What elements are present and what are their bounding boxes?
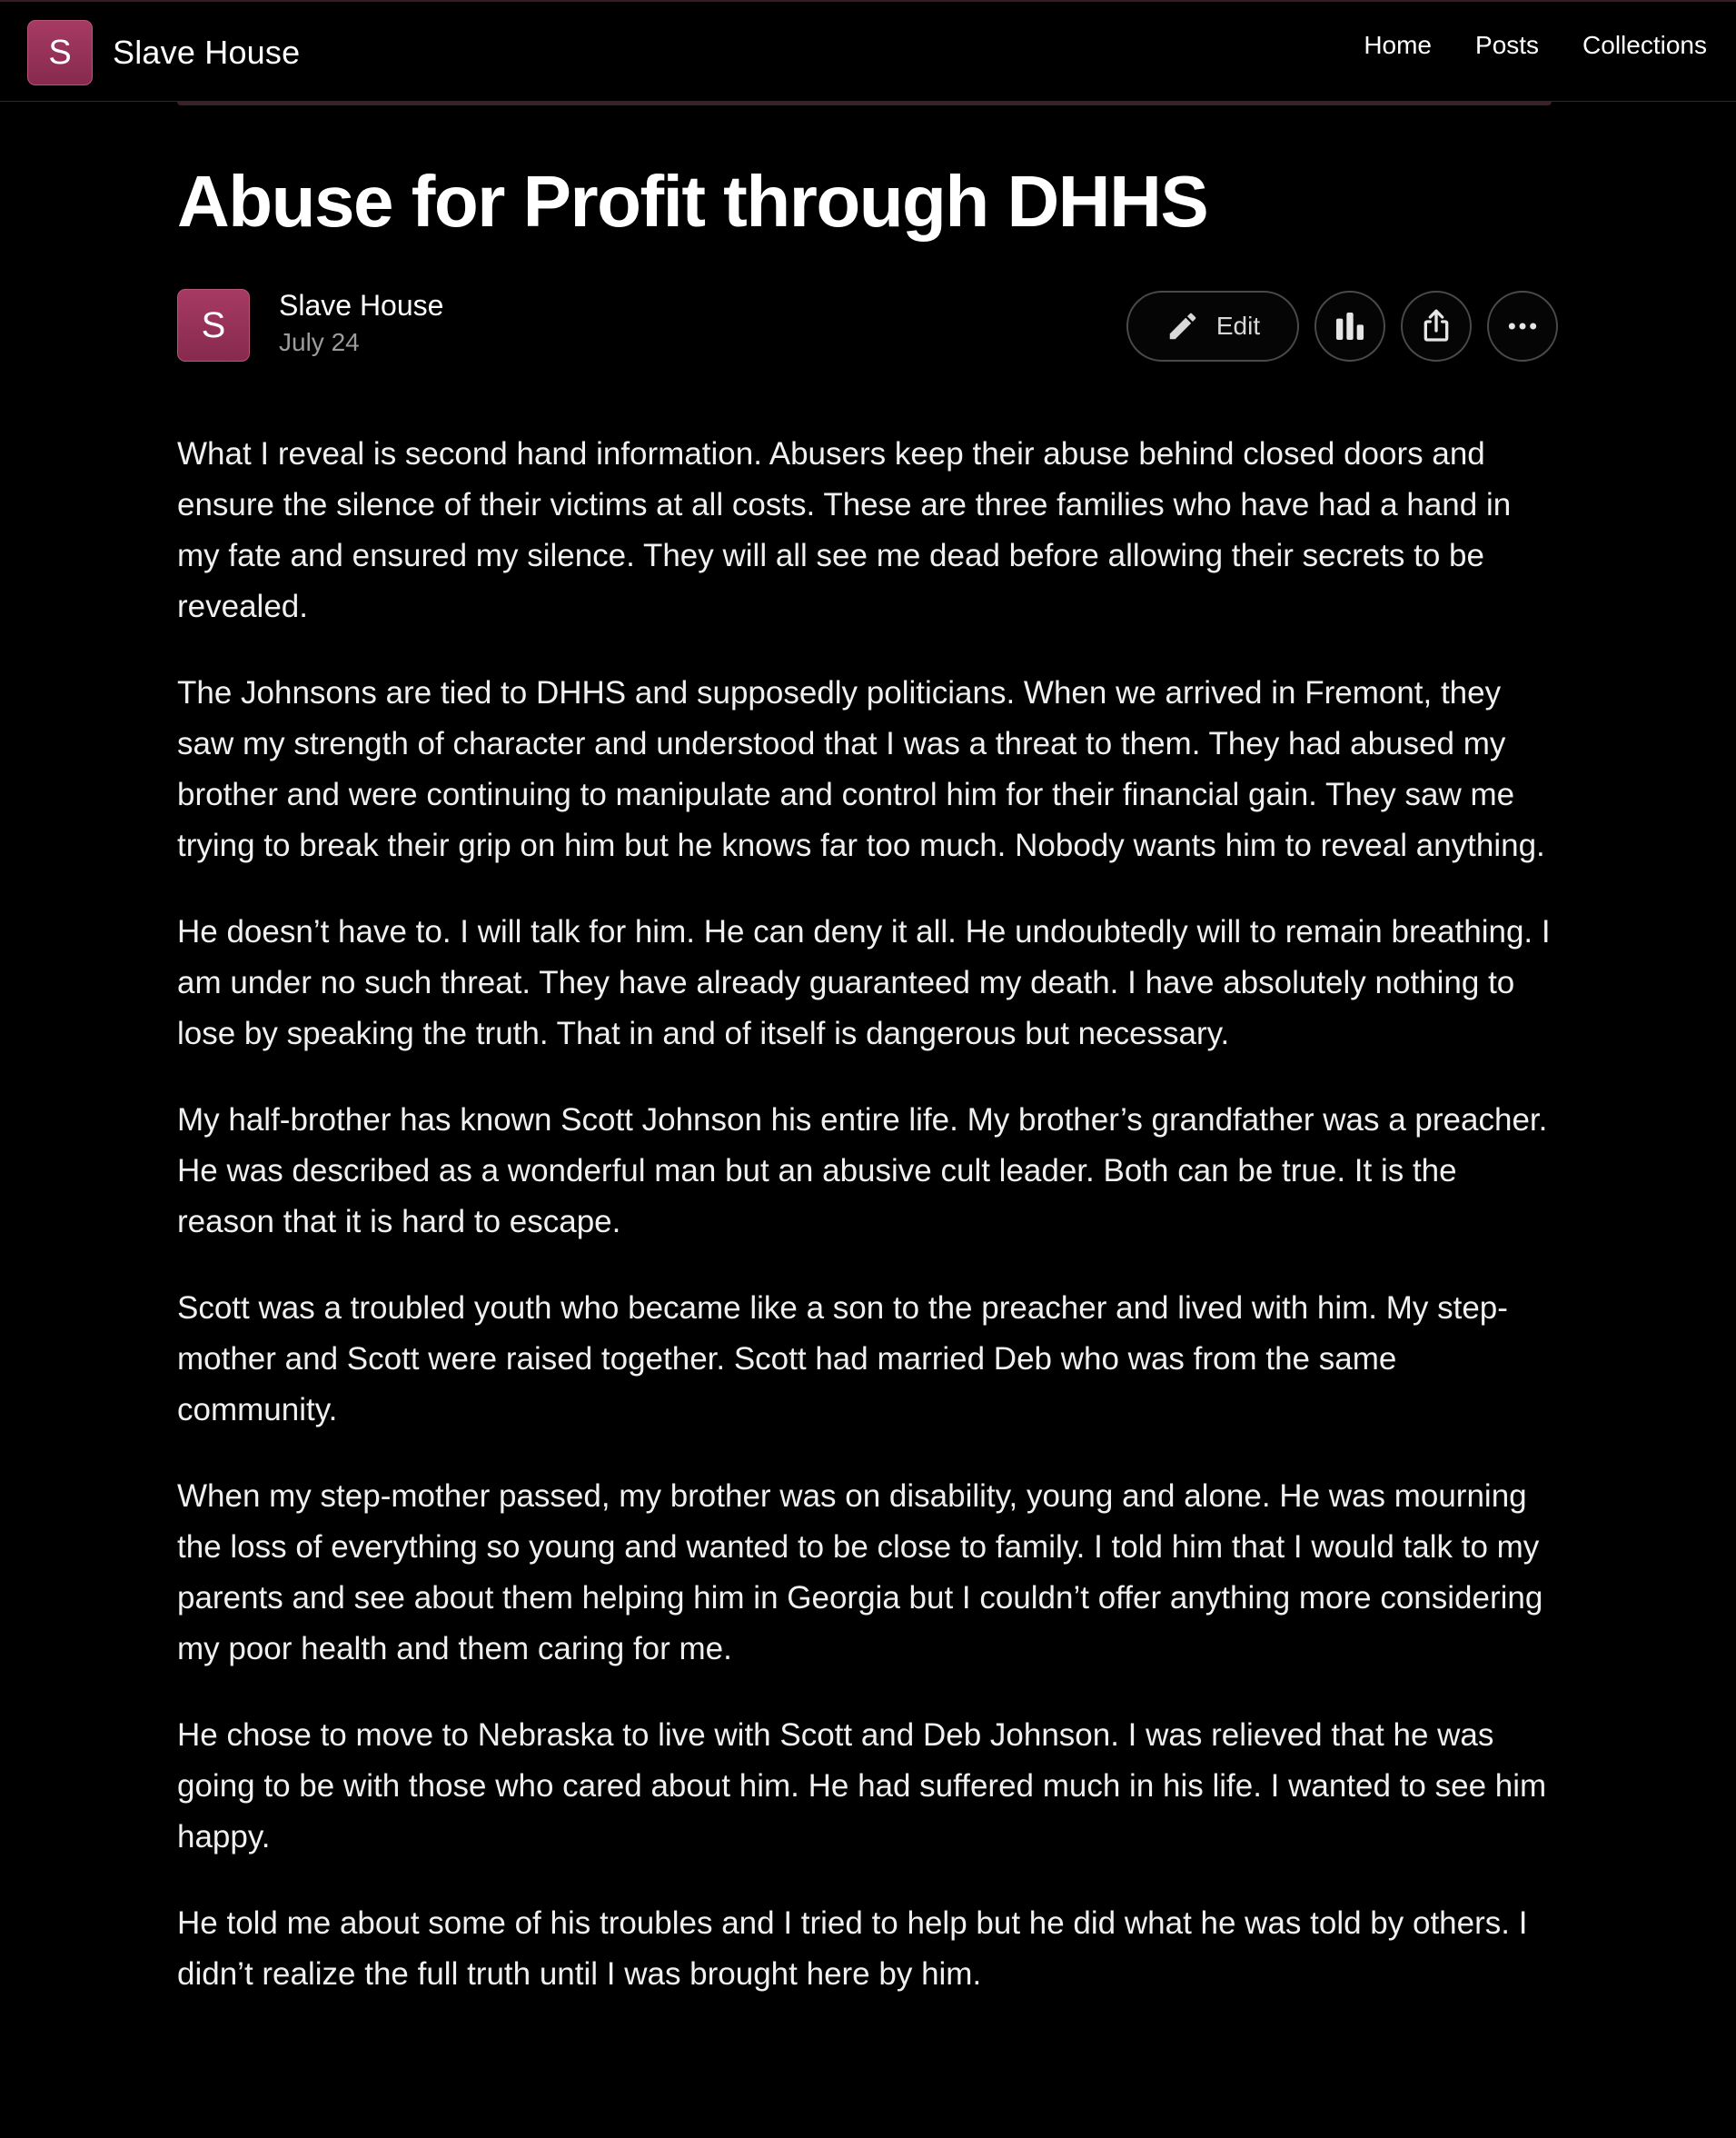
post-paragraph: My half-brother has known Scott Johnson his entire life. My brother’s grandfather was a preacher. He was described as a wonderful man but an abusive cult leader. Both can be true. It is the reason that it is hard to escape. — [177, 1102, 1548, 1239]
edit-button[interactable] — [1126, 291, 1299, 362]
post-body — [177, 429, 1558, 2000]
share-button[interactable] — [1401, 291, 1472, 362]
nav-link-home[interactable]: Home — [1364, 31, 1433, 59]
author-name[interactable]: Slave House — [279, 288, 444, 322]
post-paragraph: What I reveal is second hand information. Abusers keep their abuse behind closed doors and ensure the silence of their victims at all costs. These are three families who have had a hand in my fate and ensured my silence. They will all see me dead before allowing their secrets to be revealed. — [177, 436, 1512, 624]
top-navigation-bar — [0, 0, 1736, 102]
nav-link-posts[interactable]: Posts — [1475, 31, 1540, 59]
post-paragraph: He doesn’t have to. I will talk for him. He can deny it all. He undoubtedly will to remain breathing. I am under no such threat. They have already guaranteed my death. I have absolutely nothing to lose by speaking the truth. That in and of itself is dangerous but necessary. — [177, 914, 1551, 1051]
post-paragraph: Scott was a troubled youth who became like a son to the preacher and lived with him. My step-mother and Scott were raised together. Scott had married Deb who was from the same community. — [177, 1290, 1508, 1427]
more-horizontal-icon — [1504, 308, 1541, 344]
pencil-icon — [1166, 309, 1200, 343]
post-paragraph: He chose to move to Nebraska to live with Scott and Deb Johnson. I was relieved that he was going to be with those who cared about him. He had suffered much in his life. I wanted to see him happy. — [177, 1717, 1547, 1855]
bar-chart-icon — [1332, 308, 1368, 344]
author-text — [279, 289, 443, 357]
edit-button-label: Edit — [1215, 312, 1261, 340]
share-icon — [1418, 308, 1454, 344]
reading-progress-line — [177, 102, 1552, 105]
post-meta-row — [177, 289, 1558, 363]
post-author — [177, 289, 443, 362]
main-nav — [1364, 31, 1707, 60]
post-actions — [1126, 291, 1558, 362]
site-logo: S — [27, 20, 93, 85]
more-options-button[interactable] — [1487, 291, 1558, 362]
post-paragraph: The Johnsons are tied to DHHS and supposedly politicians. When we arrived in Fremont, they saw my strength of character and understood that I was a threat to them. They had abused my brother and were continuing to manipulate and control him for their financial gain. They saw me trying to break their grip on him but he knows far too much. Nobody wants him to reveal anything. — [177, 675, 1545, 863]
author-avatar[interactable]: S — [177, 289, 250, 362]
site-name: Slave House — [113, 34, 301, 71]
post-article — [177, 154, 1558, 2035]
post-date: July 24 — [279, 327, 360, 356]
post-title: Abuse for Profit through DHHS — [177, 161, 1208, 242]
post-paragraph: He told me about some of his troubles and I tried to help but he did what he was told by others. I didn’t realize the full truth until I was brought here by him. — [177, 1905, 1528, 1992]
site-brand-link[interactable] — [27, 20, 300, 85]
nav-link-collections[interactable]: Collections — [1582, 31, 1707, 59]
stats-button[interactable] — [1314, 291, 1385, 362]
post-paragraph: When my step-mother passed, my brother was on disability, young and alone. He was mourning the loss of everything so young and wanted to be close to family. I told him that I would talk to my parents and see about them helping him in Georgia but I couldn’t offer anything more considering my poor health and them caring for me. — [177, 1478, 1543, 1666]
